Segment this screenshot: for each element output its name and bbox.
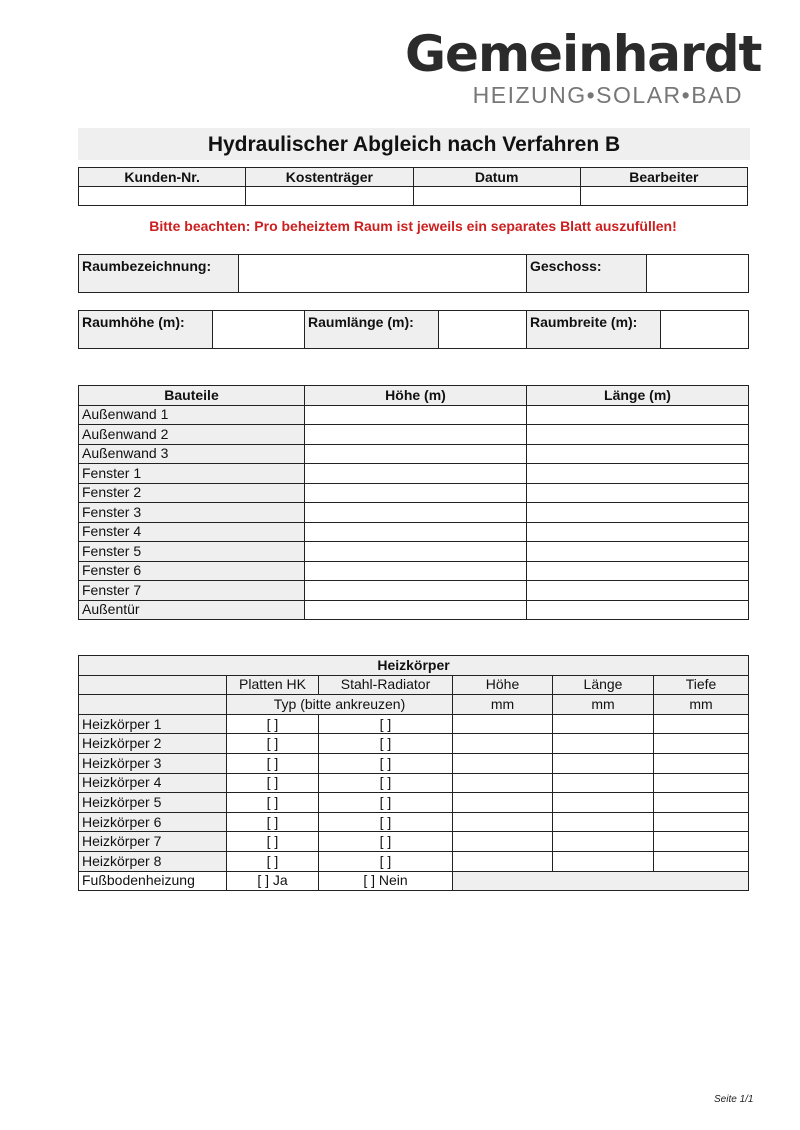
part-laenge-field[interactable] <box>527 464 749 484</box>
part-label: Außenwand 2 <box>79 425 305 445</box>
unit-laenge: mm <box>553 695 654 715</box>
part-laenge-field[interactable] <box>527 503 749 523</box>
part-hoehe-field[interactable] <box>305 522 527 542</box>
part-label: Fenster 1 <box>79 464 305 484</box>
part-label: Fenster 7 <box>79 581 305 601</box>
table-row <box>79 444 749 464</box>
laenge-field[interactable] <box>553 793 654 813</box>
header-kostentraeger: Kostenträger <box>246 168 413 187</box>
hoehe-field[interactable] <box>453 793 553 813</box>
stahl-radiator-checkbox[interactable]: [ ] <box>319 714 453 734</box>
table-row <box>79 503 749 523</box>
radiator-label: Heizkörper 6 <box>79 812 227 832</box>
empty-header-cell <box>79 695 227 715</box>
hoehe-field[interactable] <box>453 714 553 734</box>
radiator-label: Heizkörper 8 <box>79 851 227 871</box>
radiator-label: Heizkörper 2 <box>79 734 227 754</box>
laenge-field[interactable] <box>553 773 654 793</box>
room-height-label: Raumhöhe (m): <box>79 311 213 349</box>
header-hoehe: Höhe (m) <box>305 386 527 406</box>
room-name-label: Raumbezeichnung: <box>79 255 239 293</box>
part-hoehe-field[interactable] <box>305 425 527 445</box>
table-row <box>79 832 749 852</box>
part-label: Fenster 2 <box>79 483 305 503</box>
part-hoehe-field[interactable] <box>305 581 527 601</box>
radiators-table <box>78 655 749 891</box>
floor-heating-no-checkbox[interactable]: [ ] Nein <box>319 871 453 891</box>
room-length-label: Raumlänge (m): <box>305 311 439 349</box>
stahl-radiator-checkbox[interactable]: [ ] <box>319 832 453 852</box>
part-laenge-field[interactable] <box>527 600 749 620</box>
radiator-label: Heizkörper 7 <box>79 832 227 852</box>
header-bauteile: Bauteile <box>79 386 305 406</box>
stahl-radiator-checkbox[interactable]: [ ] <box>319 734 453 754</box>
radiator-label: Heizkörper 1 <box>79 714 227 734</box>
table-row <box>79 714 749 734</box>
datum-field[interactable] <box>413 187 580 206</box>
part-laenge-field[interactable] <box>527 425 749 445</box>
laenge-field[interactable] <box>553 734 654 754</box>
part-label: Außenwand 1 <box>79 405 305 425</box>
building-parts-table <box>78 385 749 620</box>
platten-hk-checkbox[interactable]: [ ] <box>227 851 319 871</box>
room-width-label: Raumbreite (m): <box>527 311 661 349</box>
part-label: Fenster 4 <box>79 522 305 542</box>
logo-name: Gemeinhardt <box>405 25 762 83</box>
part-hoehe-field[interactable] <box>305 483 527 503</box>
table-row <box>79 600 749 620</box>
table-row <box>79 793 749 813</box>
radiator-label: Heizkörper 4 <box>79 773 227 793</box>
part-laenge-field[interactable] <box>527 542 749 562</box>
platten-hk-checkbox[interactable]: [ ] <box>227 753 319 773</box>
part-laenge-field[interactable] <box>527 444 749 464</box>
room-name-field[interactable] <box>239 255 527 293</box>
laenge-field[interactable] <box>553 714 654 734</box>
unit-tiefe: mm <box>654 695 749 715</box>
header-kunden-nr: Kunden-Nr. <box>79 168 246 187</box>
header-platten-hk: Platten HK <box>227 675 319 695</box>
platten-hk-checkbox[interactable]: [ ] <box>227 773 319 793</box>
kostentraeger-field[interactable] <box>246 187 413 206</box>
room-height-field[interactable] <box>213 311 305 349</box>
stahl-radiator-checkbox[interactable]: [ ] <box>319 793 453 813</box>
hoehe-field[interactable] <box>453 734 553 754</box>
floor-heating-label: Fußbodenheizung <box>79 871 227 891</box>
tiefe-field[interactable] <box>654 773 749 793</box>
table-row <box>79 753 749 773</box>
floor-heating-row <box>79 871 749 891</box>
header-laenge: Länge (m) <box>527 386 749 406</box>
room-table <box>78 254 749 293</box>
hoehe-field[interactable] <box>453 773 553 793</box>
kunden-nr-field[interactable] <box>79 187 246 206</box>
table-row <box>79 542 749 562</box>
radiator-label: Heizkörper 5 <box>79 793 227 813</box>
floor-heating-filler <box>453 871 749 891</box>
stahl-radiator-checkbox[interactable]: [ ] <box>319 753 453 773</box>
floor-field[interactable] <box>647 255 749 293</box>
stahl-radiator-checkbox[interactable]: [ ] <box>319 851 453 871</box>
table-row <box>79 734 749 754</box>
platten-hk-checkbox[interactable]: [ ] <box>227 832 319 852</box>
radiators-title: Heizkörper <box>79 656 749 676</box>
part-hoehe-field[interactable] <box>305 503 527 523</box>
part-laenge-field[interactable] <box>527 561 749 581</box>
table-row <box>79 483 749 503</box>
laenge-field[interactable] <box>553 851 654 871</box>
stahl-radiator-checkbox[interactable]: [ ] <box>319 773 453 793</box>
tiefe-field[interactable] <box>654 753 749 773</box>
laenge-field[interactable] <box>553 812 654 832</box>
table-row <box>79 522 749 542</box>
hoehe-field[interactable] <box>453 832 553 852</box>
part-hoehe-field[interactable] <box>305 542 527 562</box>
table-row <box>79 405 749 425</box>
tiefe-field[interactable] <box>654 793 749 813</box>
radiator-label: Heizkörper 3 <box>79 753 227 773</box>
meta-table <box>78 167 748 206</box>
dimensions-table <box>78 310 749 349</box>
table-row <box>79 812 749 832</box>
part-label: Fenster 5 <box>79 542 305 562</box>
header-datum: Datum <box>413 168 580 187</box>
platten-hk-checkbox[interactable]: [ ] <box>227 714 319 734</box>
empty-header-cell <box>79 675 227 695</box>
header-laenge: Länge <box>553 675 654 695</box>
platten-hk-checkbox[interactable]: [ ] <box>227 812 319 832</box>
part-hoehe-field[interactable] <box>305 600 527 620</box>
tiefe-field[interactable] <box>654 851 749 871</box>
tiefe-field[interactable] <box>654 812 749 832</box>
table-row <box>79 851 749 871</box>
part-label: Außentür <box>79 600 305 620</box>
part-laenge-field[interactable] <box>527 483 749 503</box>
hoehe-field[interactable] <box>453 753 553 773</box>
room-width-field[interactable] <box>661 311 749 349</box>
table-row <box>79 561 749 581</box>
unit-hoehe: mm <box>453 695 553 715</box>
bearbeiter-field[interactable] <box>580 187 747 206</box>
logo-tagline: HEIZUNG•SOLAR•BAD <box>472 82 743 108</box>
table-row <box>79 464 749 484</box>
tiefe-field[interactable] <box>654 714 749 734</box>
part-label: Fenster 6 <box>79 561 305 581</box>
page-number: Seite 1/1 <box>714 1094 754 1105</box>
part-laenge-field[interactable] <box>527 581 749 601</box>
part-laenge-field[interactable] <box>527 522 749 542</box>
tiefe-field[interactable] <box>654 832 749 852</box>
notice-text: Bitte beachten: Pro beheiztem Raum ist jeweils ein separates Blatt auszufüllen! <box>149 218 677 234</box>
hoehe-field[interactable] <box>453 812 553 832</box>
floor-heating-yes-checkbox[interactable]: [ ] Ja <box>227 871 319 891</box>
part-laenge-field[interactable] <box>527 405 749 425</box>
header-hoehe: Höhe <box>453 675 553 695</box>
platten-hk-checkbox[interactable]: [ ] <box>227 734 319 754</box>
part-hoehe-field[interactable] <box>305 444 527 464</box>
tiefe-field[interactable] <box>654 734 749 754</box>
platten-hk-checkbox[interactable]: [ ] <box>227 793 319 813</box>
laenge-field[interactable] <box>553 753 654 773</box>
stahl-radiator-checkbox[interactable]: [ ] <box>319 812 453 832</box>
type-hint: Typ (bitte ankreuzen) <box>227 695 453 715</box>
company-logo <box>405 25 762 108</box>
table-row <box>79 425 749 445</box>
header-bearbeiter: Bearbeiter <box>580 168 747 187</box>
header-tiefe: Tiefe <box>654 675 749 695</box>
part-hoehe-field[interactable] <box>305 405 527 425</box>
part-hoehe-field[interactable] <box>305 561 527 581</box>
part-label: Außenwand 3 <box>79 444 305 464</box>
room-length-field[interactable] <box>439 311 527 349</box>
page-title: Hydraulischer Abgleich nach Verfahren B <box>78 128 750 160</box>
laenge-field[interactable] <box>553 832 654 852</box>
table-row <box>79 773 749 793</box>
table-row <box>79 581 749 601</box>
hoehe-field[interactable] <box>453 851 553 871</box>
part-label: Fenster 3 <box>79 503 305 523</box>
part-hoehe-field[interactable] <box>305 464 527 484</box>
header-stahl-radiator: Stahl-Radiator <box>319 675 453 695</box>
floor-label: Geschoss: <box>527 255 647 293</box>
